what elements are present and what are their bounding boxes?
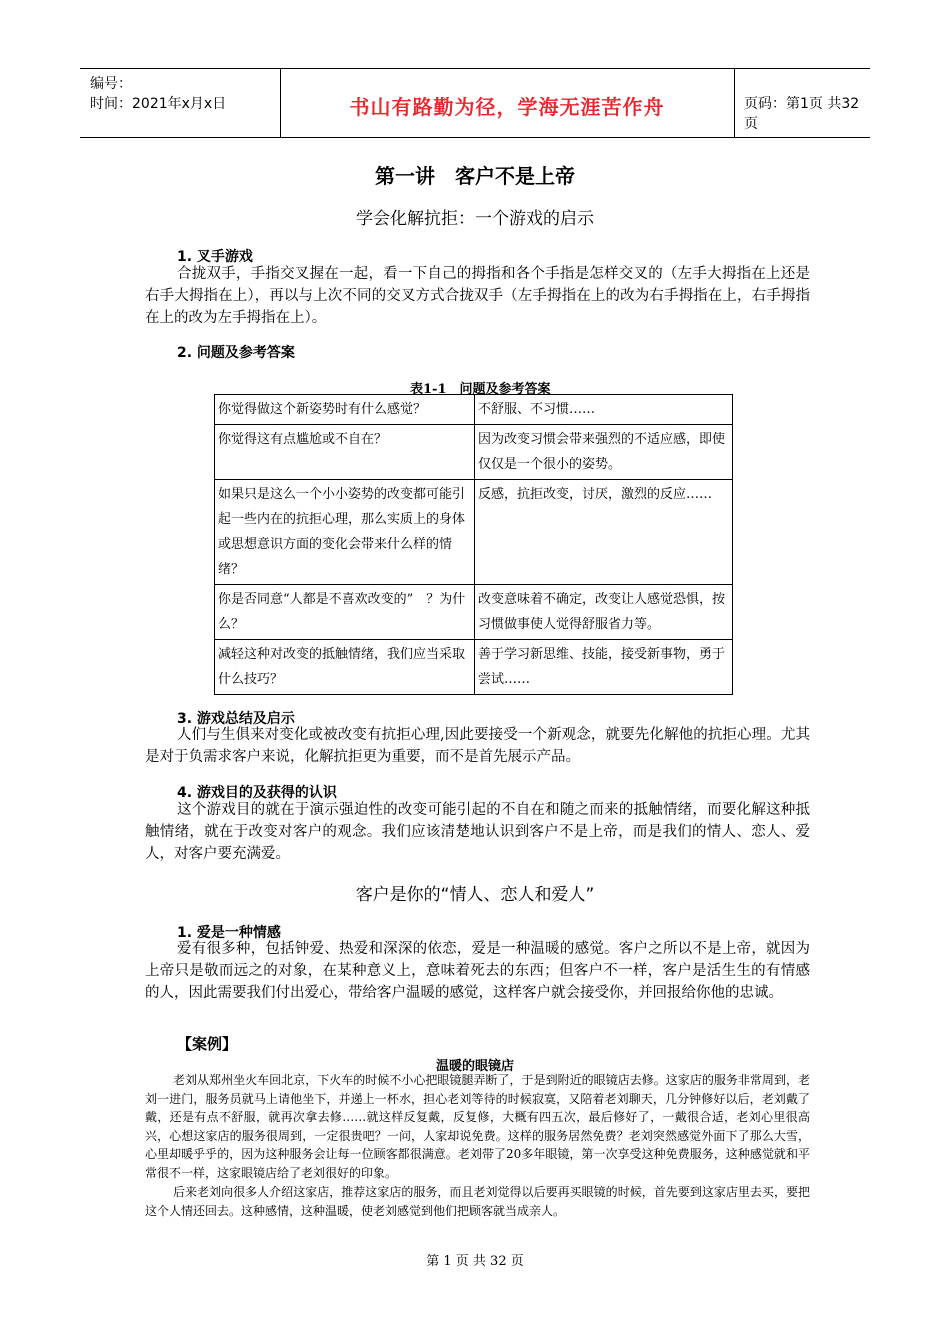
answer-cell: 不舒服、不习惯…… xyxy=(475,395,733,425)
section1-title: 学会化解抗拒：一个游戏的启示 xyxy=(356,209,594,229)
table-row xyxy=(215,585,733,640)
case-label: 【案例】 xyxy=(177,1035,238,1053)
paragraph-summary: 人们与生俱来对变化或被改变有抗拒心理,因此要接受一个新观念，就要先化解他的抗拒心理。尤其是对于负需求客户来说，化解抗拒更为重要，而不是首先展示产品。 xyxy=(145,727,810,765)
heading-4-purpose: 4. 游戏目的及获得的认识 xyxy=(177,785,337,801)
page-header xyxy=(80,68,870,138)
heading-love: 1. 爱是一种情感 xyxy=(177,925,281,941)
section2-title: 客户是你的“情人、恋人和爱人” xyxy=(355,885,595,905)
answer-cell: 改变意味着不确定，改变让人感觉恐惧，按习惯做事使人觉得舒服省力等。 xyxy=(475,585,733,640)
table-caption: 表1-1 问题及参考答案 xyxy=(410,382,551,397)
answer-cell: 反感，抗拒改变，讨厌，激烈的反应…… xyxy=(475,480,733,585)
table-row xyxy=(215,640,733,695)
answer-cell: 善于学习新思维、技能，接受新事物，勇于尝试…… xyxy=(475,640,733,695)
lecture-title: 第一讲 客户不是上帝 xyxy=(375,164,575,188)
heading-1-game: 1. 叉手游戏 xyxy=(177,249,253,265)
story-paragraph-2: 后来老刘向很多人介绍这家店，推荐这家店的服务，而且老刘觉得以后要再买眼镜的时候，首先要到这家店里去买，要把这个人情还回去。这种感情，这种温暖，使老刘感觉到他们把顾客就当成亲人。 xyxy=(145,1185,810,1218)
paragraph-purpose: 这个游戏目的就在于演示强迫性的改变可能引起的不自在和随之而来的抵触情绪，而要化解这种抵触情绪，就在于改变对客户的观念。我们应该清楚地认识到客户不是上帝，而是我们的情人、恋人、爱人，对客户要充满爱。 xyxy=(145,802,810,862)
table-row xyxy=(215,480,733,585)
heading-2-qa: 2. 问题及参考答案 xyxy=(177,345,295,361)
story-title: 温暖的眼镜店 xyxy=(435,1059,514,1074)
story-paragraph-1: 老刘从郑州坐火车回北京，下火车的时候不小心把眼镜腿弄断了，于是到附近的眼镜店去修。这家店的服务非常周到，老刘一进门，服务员就马上请他坐下，并递上一杯水，担心老刘等待的时候寂寞，又陪着老刘聊天，几分钟修好以后，老刘戴了戴，还是有点不舒服，就再次拿去修……就这样反复戴，反复修，大概有四五次，最后修好了，一戴很合适，老刘心里很高兴，心想这家店的服务很周到，一定很贵吧？一问，人家却说免费。这样的服务居然免费？老刘突然感觉外面下了那么大雪，心里却暖乎乎的，因为这种服务会让每一位顾客都很满意。老刘带了20多年眼镜，第一次享受这种免费服务，这种感觉就和平常很不一样，这家眼镜店给了老刘很好的印象。 xyxy=(145,1073,810,1180)
answer-cell: 因为改变习惯会带来强烈的不适应感，即使仅仅是一个很小的姿势。 xyxy=(475,425,733,480)
qa-table xyxy=(214,394,733,695)
header-motto-cell xyxy=(280,69,735,137)
table-row xyxy=(215,425,733,480)
question-cell: 减轻这种对改变的抵触情绪，我们应当采取什么技巧？ xyxy=(215,640,475,695)
table-row xyxy=(215,395,733,425)
paragraph-game: 合拢双手，手指交叉握在一起，看一下自己的拇指和各个手指是怎样交叉的（左手大拇指在上还是右手大拇指在上），再以与上次不同的交叉方式合拢双手（左手拇指在上的改为右手拇指在上，右手拇指在上的改为左手拇指在上）。 xyxy=(145,266,810,326)
header-date: 时间：2021年x月x日 xyxy=(90,96,227,112)
question-cell: 你是否同意“人都是不喜欢改变的” ？为什么？ xyxy=(215,585,475,640)
paragraph-love: 爱有很多种，包括钟爱、热爱和深深的依恋，爱是一种温暖的感觉。客户之所以不是上帝，就因为上帝只是敬而远之的对象，在某种意义上，意味着死去的东西；但客户不一样，客户是活生生的有情感的人，因此需要我们付出爱心，带给客户温暖的感觉，这样客户就会接受你，并回报给你他的忠诚。 xyxy=(145,941,810,1001)
page-footer: 第 1 页 共 32 页 xyxy=(426,1254,524,1269)
header-number: 编号： xyxy=(90,76,132,92)
question-cell: 你觉得这有点尴尬或不自在？ xyxy=(215,425,475,480)
header-info-cell xyxy=(80,69,281,137)
header-page-number: 页码：第1页 共32页 xyxy=(744,96,860,132)
question-cell: 如果只是这么一个小小姿势的改变都可能引起一些内在的抗拒心理，那么实质上的身体或思想意识方面的变化会带来什么样的情绪？ xyxy=(215,480,475,585)
heading-3-summary: 3. 游戏总结及启示 xyxy=(177,711,295,727)
header-motto: 书山有路勤为径，学海无涯苦作舟 xyxy=(349,95,665,119)
question-cell: 你觉得做这个新姿势时有什么感觉？ xyxy=(215,395,475,425)
